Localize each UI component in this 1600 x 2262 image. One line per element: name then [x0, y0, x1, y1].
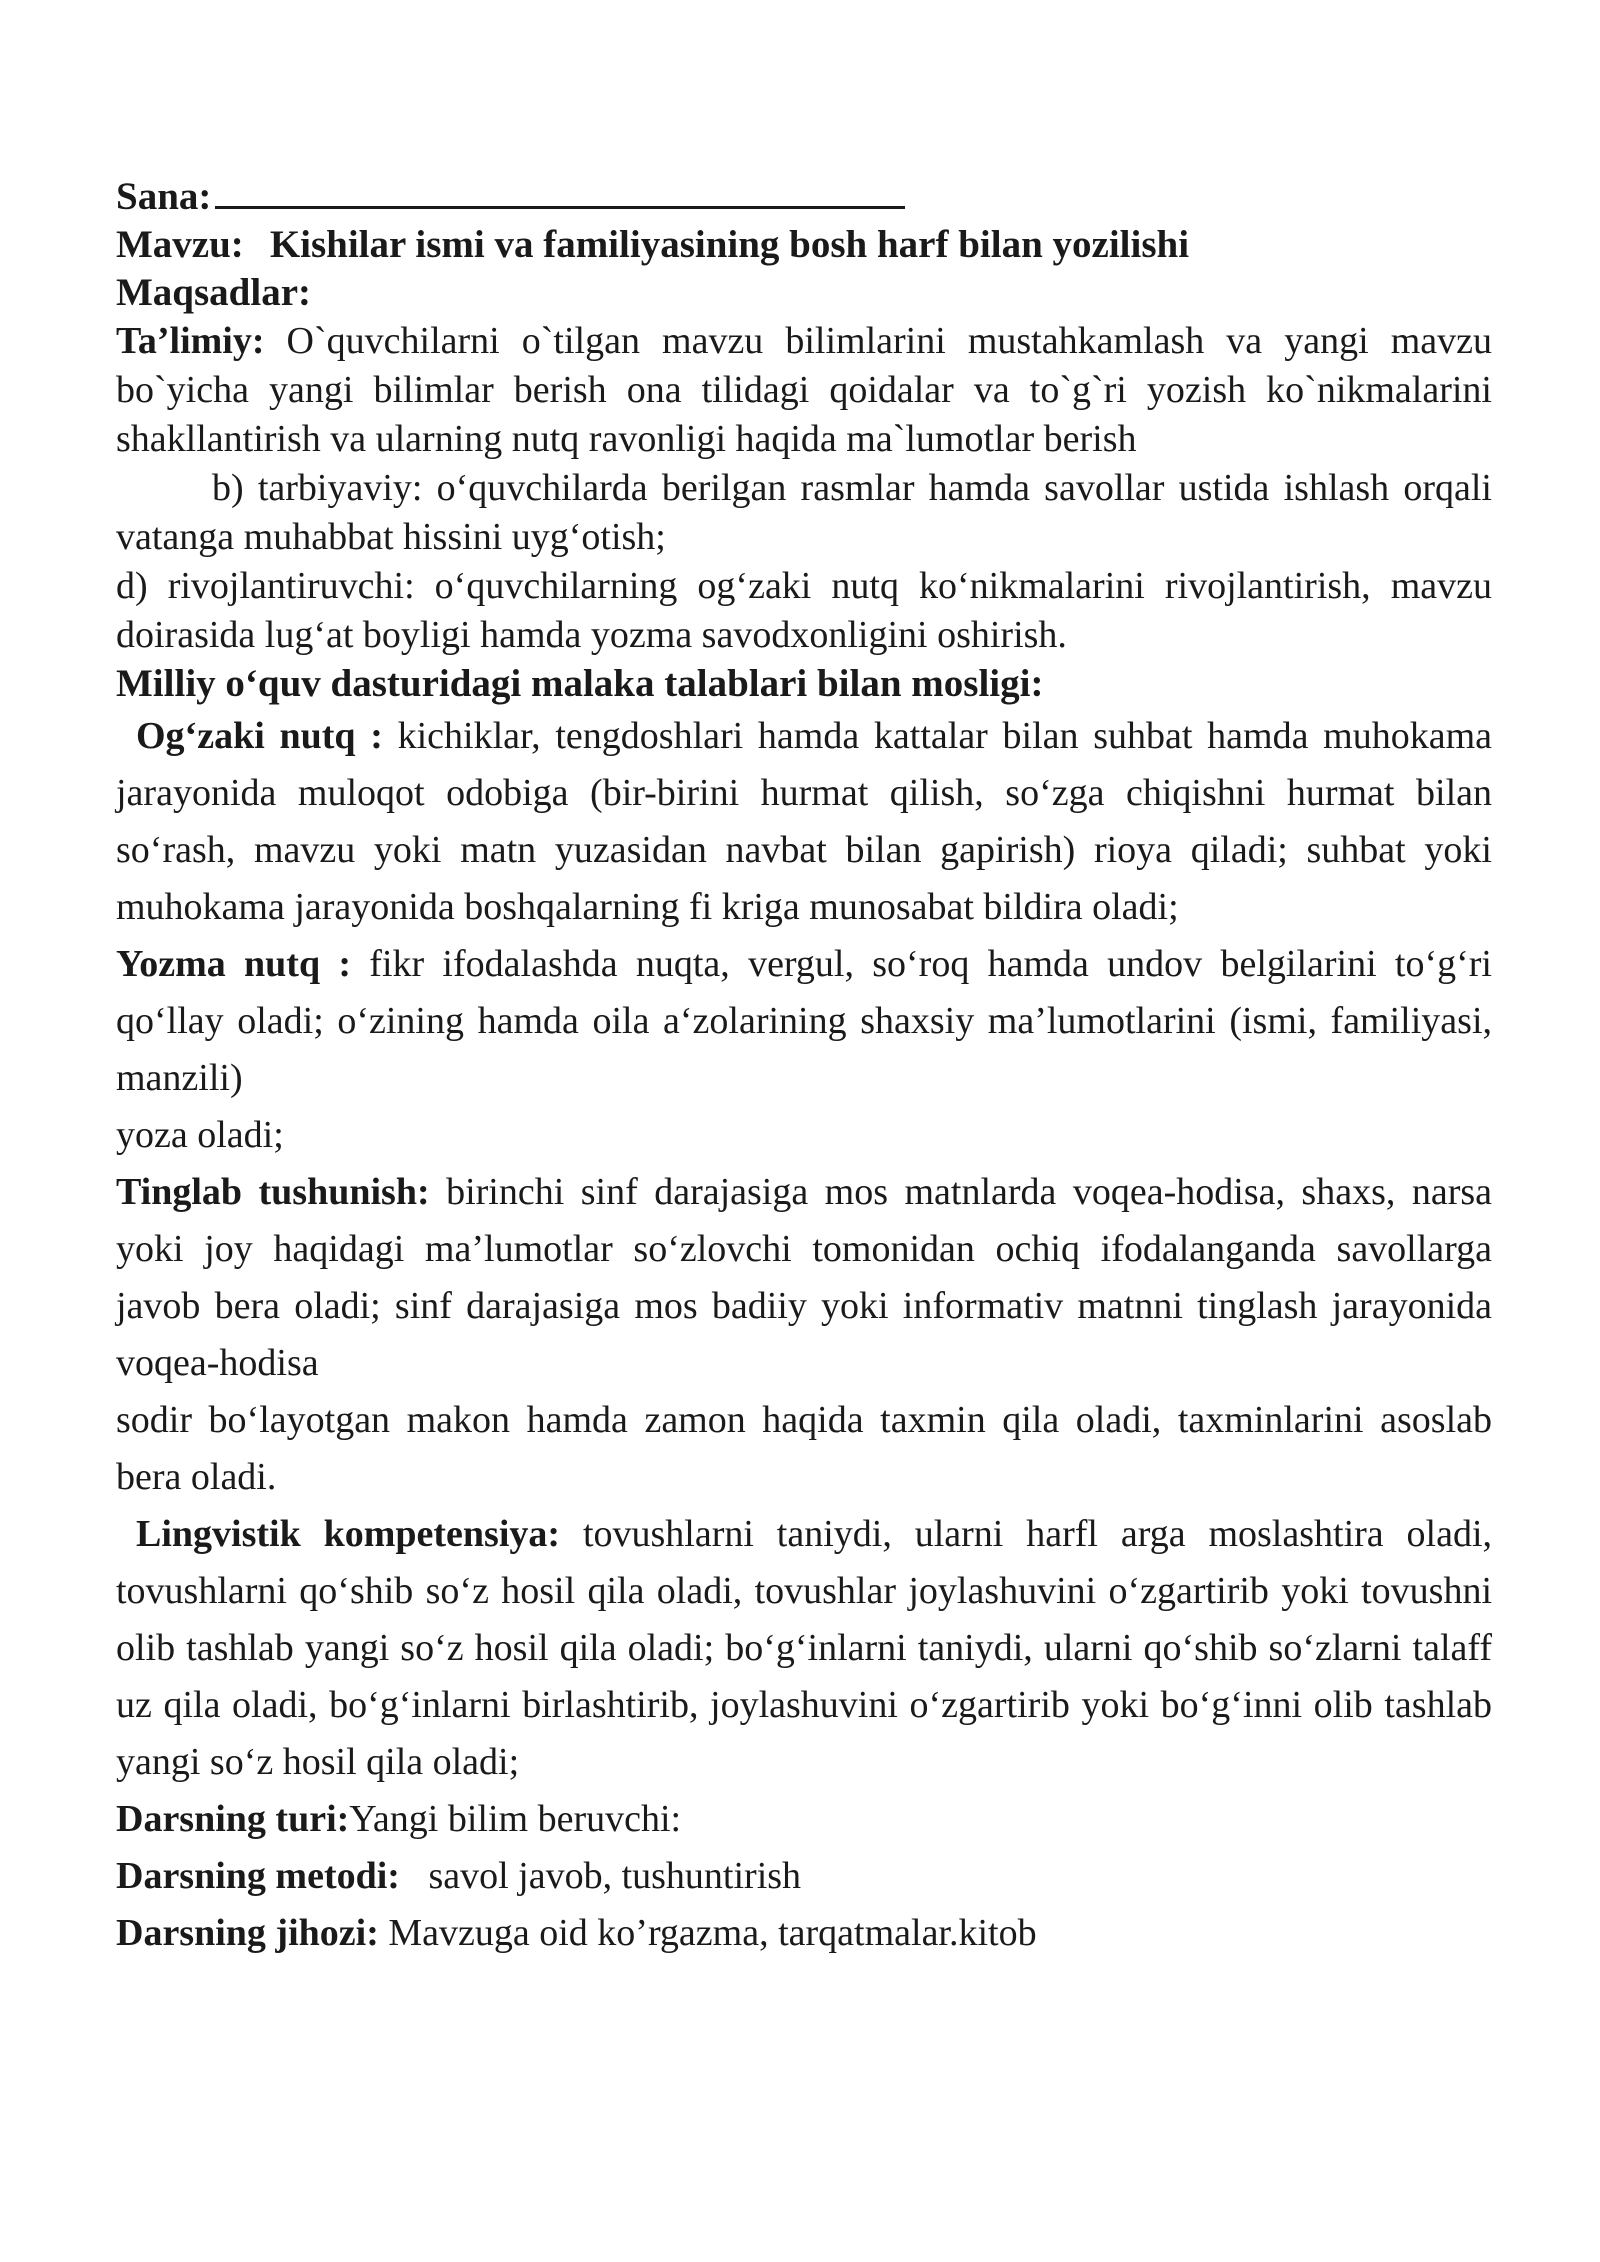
darsning-turi-line [116, 1791, 1492, 1848]
rivojlantiruvchi-paragraph: d) rivojlantiruvchi: o‘quvchilarning og‘zaki nutq ko‘nikmalarini rivojlantirish, mavzu doirasida lug‘at boyligi hamda yozma savodxonligini oshirish. [116, 565, 1492, 656]
lingvistik-label: Lingvistik kompetensiya: [136, 1513, 561, 1555]
ogzaki-paragraph [116, 708, 1492, 936]
yozma-paragraph-continued: yoza oladi; [116, 1114, 284, 1156]
talimiy-text: O`quvchilarni o`tilgan mavzu bilimlarini mustahkamlash va yangi mavzu bo`yicha yangi bilimlar berish ona tilidagi qoidalar va to`g`ri yozish ko`nikmalarini shakllantirish va ularning nutq ravonligi haqida ma`lumotlar berish [116, 320, 1492, 460]
sana-blank [215, 172, 905, 209]
mavzu-label: Mavzu: [116, 223, 244, 266]
maqsadlar-heading: Maqsadlar: [116, 271, 311, 314]
ogzaki-label: Og‘zaki nutq : [136, 715, 383, 757]
darsning-turi-label: Darsning turi: [116, 1798, 350, 1840]
tarbiyaviy-paragraph: b) tarbiyaviy: o‘quvchilarda berilgan rasmlar hamda savollar ustida ishlash orqali vatanga muhabbat hissini uyg‘otish; [116, 467, 1492, 558]
talimiy-label: Ta’limiy: [116, 320, 265, 362]
darsning-jihozi-label: Darsning jihozi: [116, 1912, 379, 1954]
sana-line [116, 172, 1492, 221]
darsning-turi-value: Yangi bilim beruvchi: [349, 1798, 682, 1840]
yozma-paragraph [116, 936, 1492, 1107]
yozma-label: Yozma nutq : [116, 943, 352, 985]
sana-label: Sana: [116, 175, 212, 218]
tinglab-paragraph [116, 1164, 1492, 1392]
ogzaki-text: kichiklar, tengdoshlari hamda kattalar bilan suhbat hamda muhokama jarayonida muloqot odobiga (bir-birini hurmat qilish, so‘zga chiqishni hurmat bilan so‘rash, mavzu yoki matn yuzasidan navbat bilan gapirish) rioya qiladi; suhbat yoki muhokama jarayonida boshqalarning fi kriga munosabat bildira oladi; [116, 715, 1493, 928]
mavzu-title: Kishilar ismi va familiyasining bosh harf bilan yozilishi [269, 223, 1190, 266]
darsning-metodi-value: savol javob, tushuntirish [399, 1855, 802, 1897]
darsning-metodi-label: Darsning metodi: [116, 1855, 400, 1897]
darsning-jihozi-line [116, 1905, 1492, 1962]
lingvistik-text: tovushlarni taniydi, ularni harfl arga moslashtira oladi, tovushlarni qo‘shib so‘z hosil qila oladi, tovushlar joylashuvini o‘zgartirib yoki tovushni olib tashlab yangi so‘z hosil qila oladi; bo‘g‘inlarni taniydi, ularni qo‘shib so‘zlarni talaff uz qila oladi, bo‘g‘inlarni birlashtirib, joylashuvini o‘zgartirib yoki bo‘g‘inni olib tashlab yangi so‘z hosil qila oladi; [116, 1513, 1493, 1783]
milliy-heading: Milliy o‘quv dasturidagi malaka talablari bilan mosligi: [116, 662, 1044, 705]
darsning-jihozi-value: Mavzuga oid ko’rgazma, tarqatmalar.kitob [378, 1912, 1037, 1954]
tinglab-label: Tinglab tushunish: [116, 1171, 430, 1213]
yozma-text: fikr ifodalashda nuqta, vergul, so‘roq hamda undov belgilarini to‘g‘ri qo‘llay oladi; o‘zining hamda oila a‘zolarining shaxsiy ma’lumotlarini (ismi, familiyasi, manzili) [116, 943, 1492, 1099]
tinglab-text: birinchi sinf darajasiga mos matnlarda voqea-hodisa, shaxs, narsa yoki joy haqidagi ma’lumotlar so‘zlovchi tomonidan ochiq ifodalanganda savollarga javob bera oladi; sinf darajasiga mos badiiy yoki informativ matnni tinglash jarayonida voqea-hodisa [116, 1171, 1493, 1384]
mavzu-line [116, 221, 1492, 269]
lesson-plan-page [116, 172, 1492, 1962]
tinglab-paragraph-continued: sodir bo‘layotgan makon hamda zamon haqida taxmin qila oladi, taxminlarini asoslab bera oladi. [116, 1399, 1492, 1498]
lingvistik-paragraph [116, 1506, 1492, 1791]
talimiy-paragraph [116, 317, 1492, 464]
darsning-metodi-line [116, 1848, 1492, 1905]
